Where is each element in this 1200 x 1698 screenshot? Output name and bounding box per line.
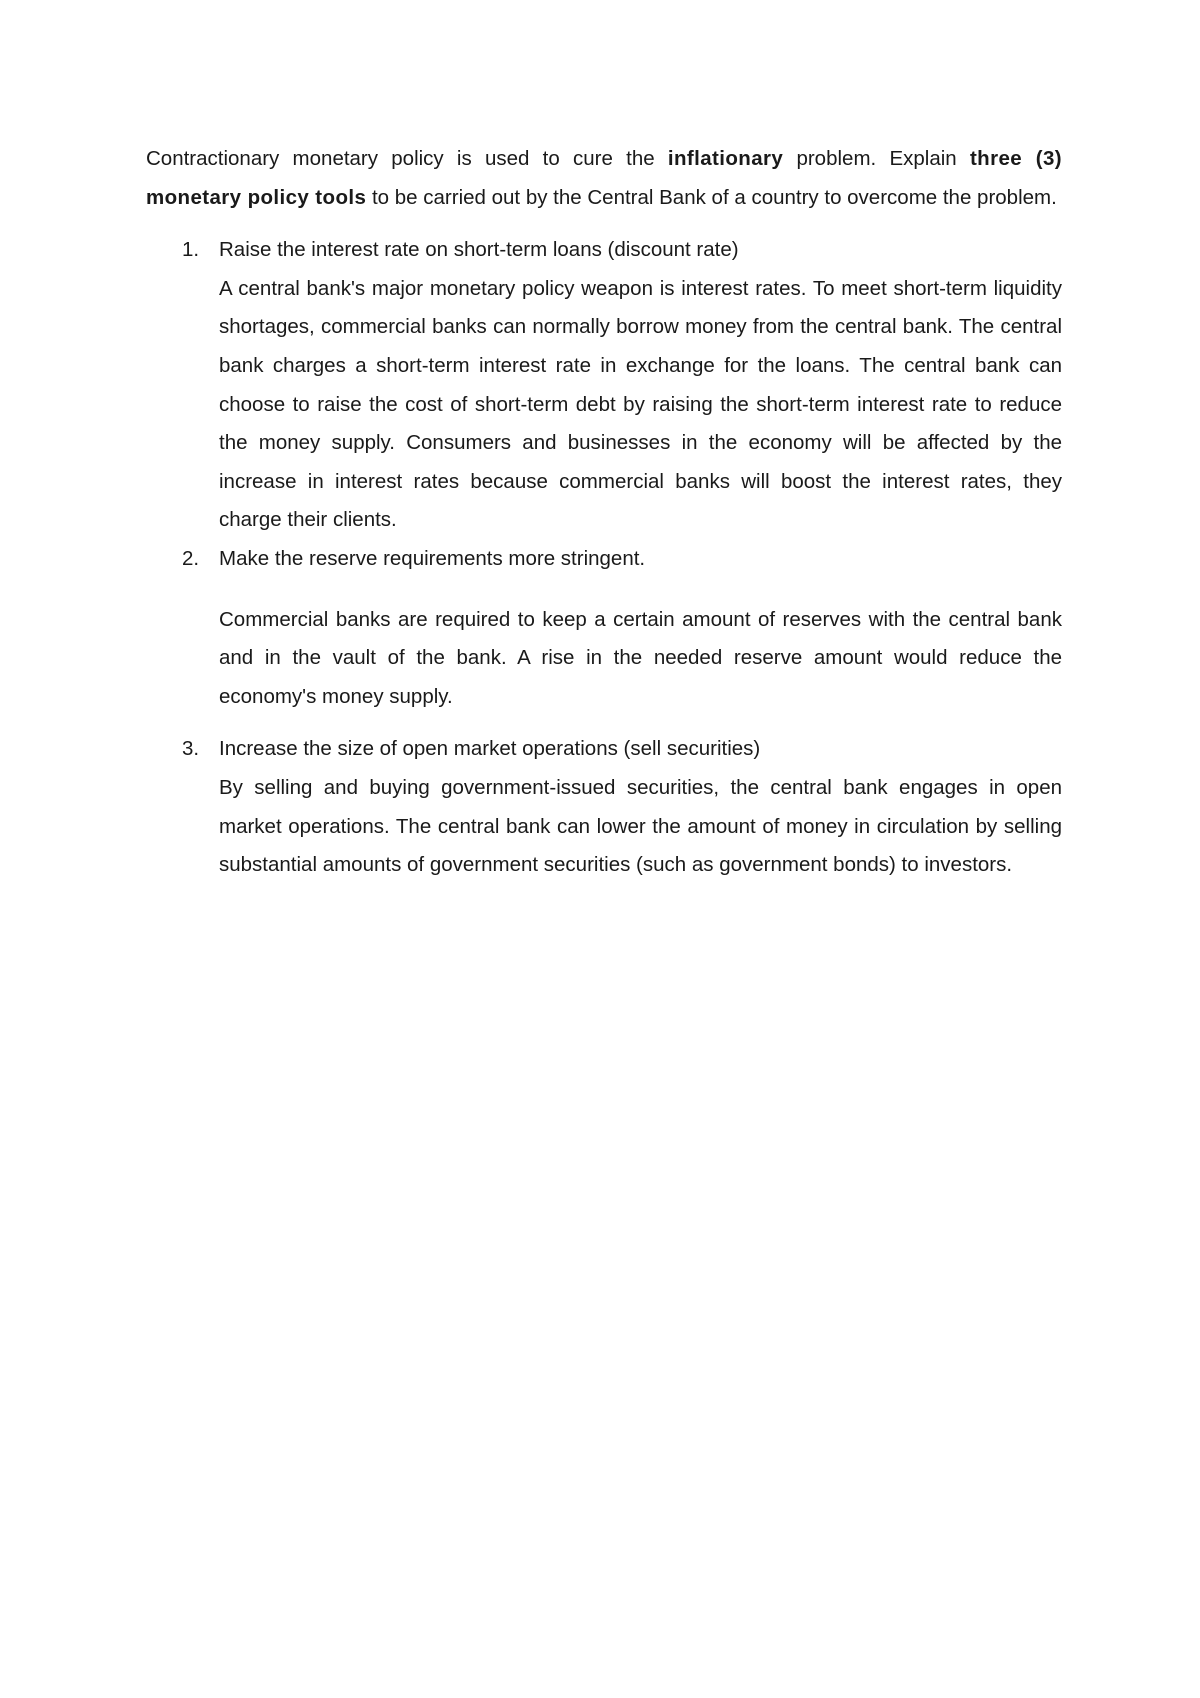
item-title: Raise the interest rate on short-term loans (discount rate) [219, 238, 739, 262]
item-body: Commercial banks are required to keep a certain amount of reserves with the central bank and in the vault of the bank. A rise in the needed reserve amount would reduce the economy's money supply. [219, 607, 1062, 708]
question-bold-tools: three (3) monetary policy tools [146, 147, 1062, 209]
item-number: 1. [182, 238, 200, 262]
list-item [146, 730, 1062, 884]
item-title: Increase the size of open market operations (sell securities) [219, 737, 761, 761]
list-item [146, 540, 1062, 716]
question-text-part3: to be carried out by the Central Bank of a country to overcome the problem. [366, 185, 1057, 209]
item-title: Make the reserve requirements more stringent. [219, 546, 646, 570]
question-text-part1: Contractionary monetary policy is used to cure the [146, 147, 668, 170]
item-body: A central bank's major monetary policy weapon is interest rates. To meet short-term liquidity shortages, commercial banks can normally borrow money from the central bank. The central bank charges a short-term interest rate in exchange for the loans. The central bank can choose to raise the cost of short-term debt by raising the short-term interest rate to reduce the money supply. Consumers and businesses in the economy will be affected by the increase in interest rates because commercial banks will boost the interest rates, they charge their clients. [219, 276, 1062, 532]
item-number: 2. [182, 546, 200, 570]
answer-list [146, 231, 1062, 885]
item-body: By selling and buying government-issued securities, the central bank engages in open market operations. The central bank can lower the amount of money in circulation by selling substantial amounts of government securities (such as government bonds) to investors. [219, 775, 1062, 877]
question-bold-inflationary: inflationary [667, 147, 784, 170]
question-text-part2: problem. Explain [783, 147, 970, 170]
document-content [146, 140, 1062, 885]
question-paragraph [146, 140, 1062, 217]
item-number: 3. [182, 737, 200, 761]
list-item [146, 231, 1062, 540]
